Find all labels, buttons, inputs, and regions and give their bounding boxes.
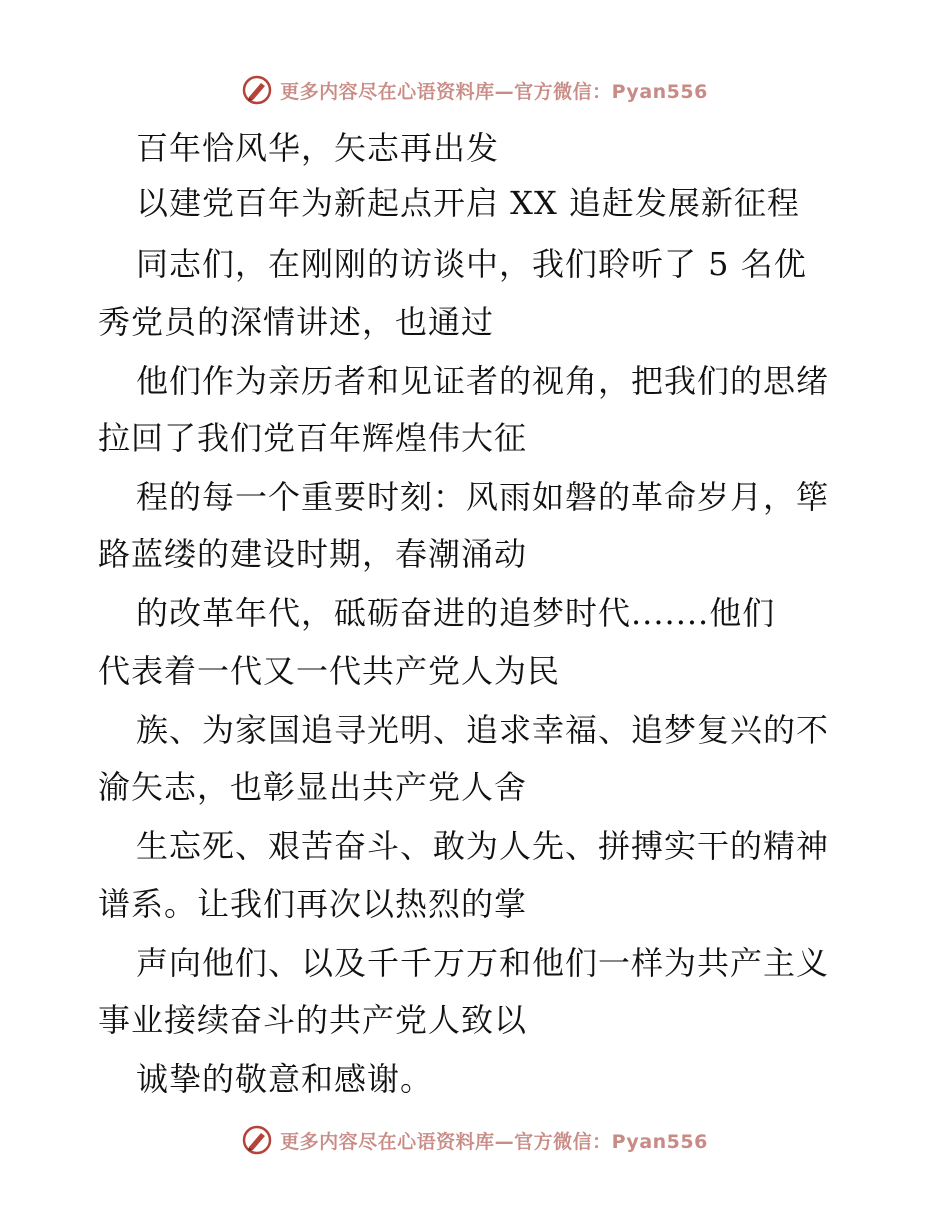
text-line: 以建党百年为新起点开启 XX 追赶发展新征程: [136, 184, 800, 222]
footer-watermark: [0, 1120, 950, 1160]
header-watermark: [0, 70, 950, 110]
watermark-text: 更多内容尽在心语资料库—官方微信：Pyan556: [280, 1130, 708, 1153]
pen-logo-icon: [242, 75, 272, 105]
text-line: 族、为家国追寻光明、追求幸福、追梦复兴的不: [136, 711, 830, 749]
text-line: 百年恰风华，矢志再出发: [136, 129, 500, 167]
text-line: 同志们，在刚刚的访谈中，我们聆听了 5 名优: [136, 245, 807, 283]
text-line: 路蓝缕的建设时期，春潮涌动: [98, 535, 528, 573]
text-line: 程的每一个重要时刻：风雨如磐的革命岁月，筚: [136, 478, 830, 516]
text-line: 的改革年代，砥砺奋进的追梦时代.......他们: [136, 594, 776, 632]
text-line: 秀党员的深情讲述，也通过: [98, 303, 495, 341]
text-line: 代表着一代又一代共产党人为民: [98, 652, 561, 690]
text-line: 生忘死、艰苦奋斗、敢为人先、拼搏实干的精神: [136, 827, 830, 865]
watermark-text: 更多内容尽在心语资料库—官方微信：Pyan556: [280, 80, 708, 103]
text-line: 诚挚的敬意和感谢。: [136, 1060, 434, 1098]
text-line: 渝矢志，也彰显出共产党人舍: [98, 768, 528, 806]
text-line: 谱系。让我们再次以热烈的掌: [98, 885, 528, 923]
text-line: 拉回了我们党百年辉煌伟大征: [98, 419, 528, 457]
pen-logo-icon: [242, 1125, 272, 1155]
text-line: 事业接续奋斗的共产党人致以: [98, 1001, 528, 1039]
text-line: 声向他们、以及千千万万和他们一样为共产主义: [136, 944, 830, 982]
text-line: 他们作为亲历者和见证者的视角，把我们的思绪: [136, 362, 830, 400]
